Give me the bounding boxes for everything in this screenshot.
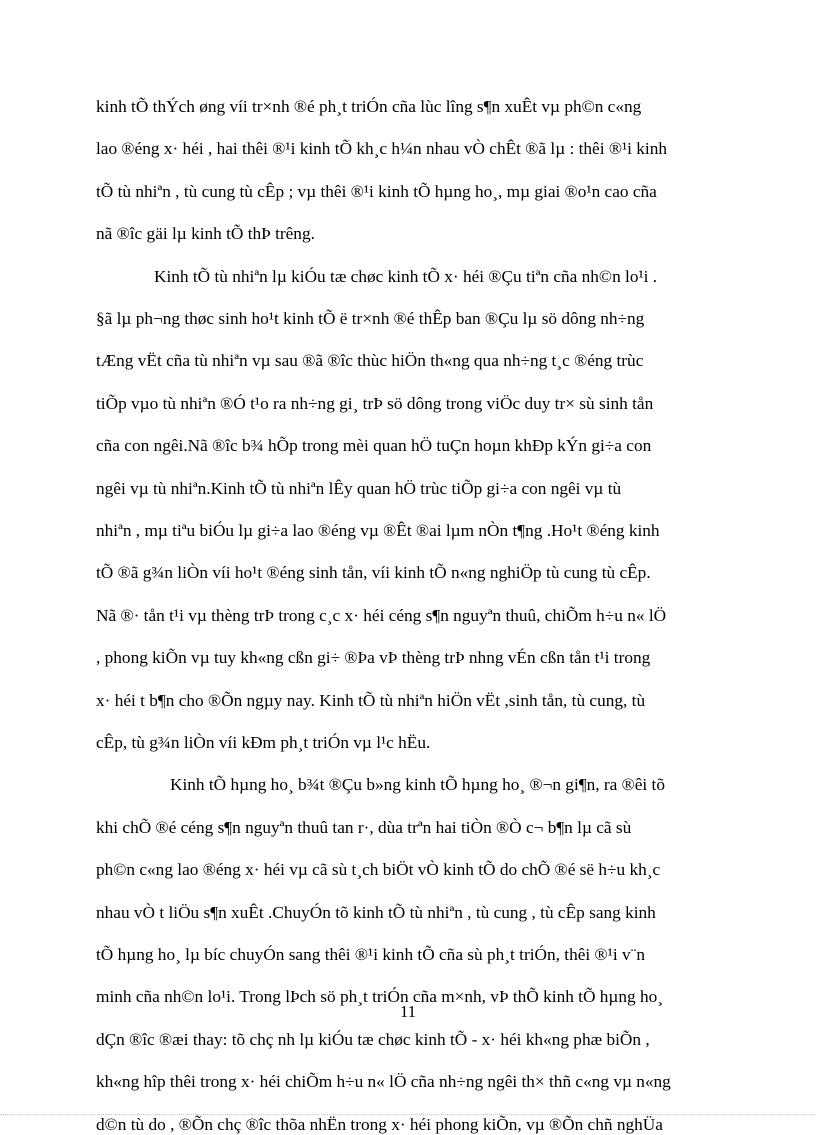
text-line: Kinh tÕ hµng ho¸ b¾t ®Çu b»ng kinh tÕ hµng ho¸ ®¬n gi¶n, ra ®êi tõ <box>170 775 665 795</box>
text-line: nhiªn , mµ tiªu biÓu lµ gi÷a lao ®éng vµ ®Êt ®ai lµm nÒn t¶ng .Ho¹t ®éng kinh <box>96 521 660 540</box>
text-line: tÕ ®ã g¾n liÒn víi ho¹t ®éng sinh tån, víi kinh tÕ n«ng nghiÖp tù cung tù cÊp. <box>96 563 651 583</box>
text-line: Nã ®· tån t¹i vµ thèng trÞ trong c¸c x· héi céng s¶n nguyªn thuû, chiÕm h÷u n« lÖ <box>96 605 667 625</box>
text-line: cÊp, tù g¾n liÒn víi kÐm ph¸t triÓn vµ l¹c hËu. <box>96 733 431 752</box>
text-line: nhau vÒ t liÖu s¶n xuÊt .ChuyÓn tõ kinh tÕ tù nhiªn , tù cung , tù cÊp sang kinh <box>96 902 656 922</box>
text-line: Kinh tÕ tù nhiªn lµ kiÓu tæ chøc kinh tÕ x· héi ®Çu tiªn cña nh©n lo¹i . <box>154 266 658 286</box>
text-line: ngêi vµ tù nhiªn.Kinh tÕ tù nhiªn lÊy quan hÖ trùc tiÕp gi÷a con ngêi vµ tù <box>96 478 622 498</box>
text-line: dÇn ®îc ®æi thay: tõ chç nh lµ kiÓu tæ chøc kinh tÕ - x· héi kh«ng phæ biÕn , <box>96 1029 650 1049</box>
page-bottom-rule <box>0 1114 816 1115</box>
text-line: cña con ngêi.Nã ®îc b¾ hÕp trong mèi quan hÖ tuÇn hoµn khÐp kÝn gi÷a con <box>96 436 652 456</box>
text-line: minh cña nh©n lo¹i. Trong lÞch sö ph¸t triÓn cña m×nh, vÞ thÕ kinh tÕ hµng ho¸ <box>96 987 664 1007</box>
text-line: kinh tÕ thÝch øng víi tr×nh ®é ph¸t triÓn cña lùc lîng s¶n xuÊt vµ ph©n c«ng <box>96 97 642 116</box>
text-line: tiÕp vµo tù nhiªn ®Ó t¹o ra nh÷ng gi¸ trÞ sö dông trong viÖc duy tr× sù sinh tån <box>96 393 654 413</box>
text-line: tÕ hµng ho¸ lµ bíc chuyÓn sang thêi ®¹i kinh tÕ cña sù ph¸t triÓn, thêi ®¹i v¨n <box>96 945 645 964</box>
text-line: §ã lµ ph¬ng thøc sinh ho¹t kinh tÕ ë tr×nh ®é thÊp ban ®Çu lµ sö dông nh÷ng <box>96 309 645 328</box>
text-line: nã ®îc gäi lµ kinh tÕ thÞ trêng. <box>96 224 315 244</box>
text-line: d©n tù do , ®Õn chç ®îc thõa nhËn trong x· héi phong kiÕn, vµ ®Õn chñ nghÜa <box>96 1114 663 1134</box>
text-line: tÆng vËt cña tù nhiªn vµ sau ®ã ®îc thùc hiÖn th«ng qua nh÷ng t¸c ®éng trùc <box>96 351 644 371</box>
text-line: khi chÕ ®é céng s¶n nguyªn thuû tan r·, dùa trªn hai tiÒn ®Ò c¬ b¶n lµ cã sù <box>96 817 632 837</box>
text-line: tÕ tù nhiªn , tù cung tù cÊp ; vµ thêi ®¹i kinh tÕ hµng ho¸, mµ giai ®o¹n cao cña <box>96 181 657 201</box>
text-line: , phong kiÕn vµ tuy kh«ng cßn gi÷ ®Þa vÞ thèng trÞ nhng vÉn cßn tån t¹i trong <box>96 648 651 668</box>
page-number: 11 <box>399 1002 417 1021</box>
text-line: x· héi t b¶n cho ®Õn ngµy nay. Kinh tÕ tù nhiªn hiÖn vËt ,sinh tån, tù cung, tù <box>96 690 646 710</box>
text-line: kh«ng hîp thêi trong x· héi chiÕm h÷u n« lÖ cña nh÷ng ngêi th× thñ c«ng vµ n«ng <box>96 1072 671 1092</box>
text-line: ph©n c«ng lao ®éng x· héi vµ cã sù t¸ch biÖt vÒ kinh tÕ do chÕ ®é së h÷u kh¸c <box>96 860 661 880</box>
text-line: lao ®éng x· héi , hai thêi ®¹i kinh tÕ kh¸c h¼n nhau vÒ chÊt ®ã lµ : thêi ®¹i kinh <box>96 139 668 159</box>
